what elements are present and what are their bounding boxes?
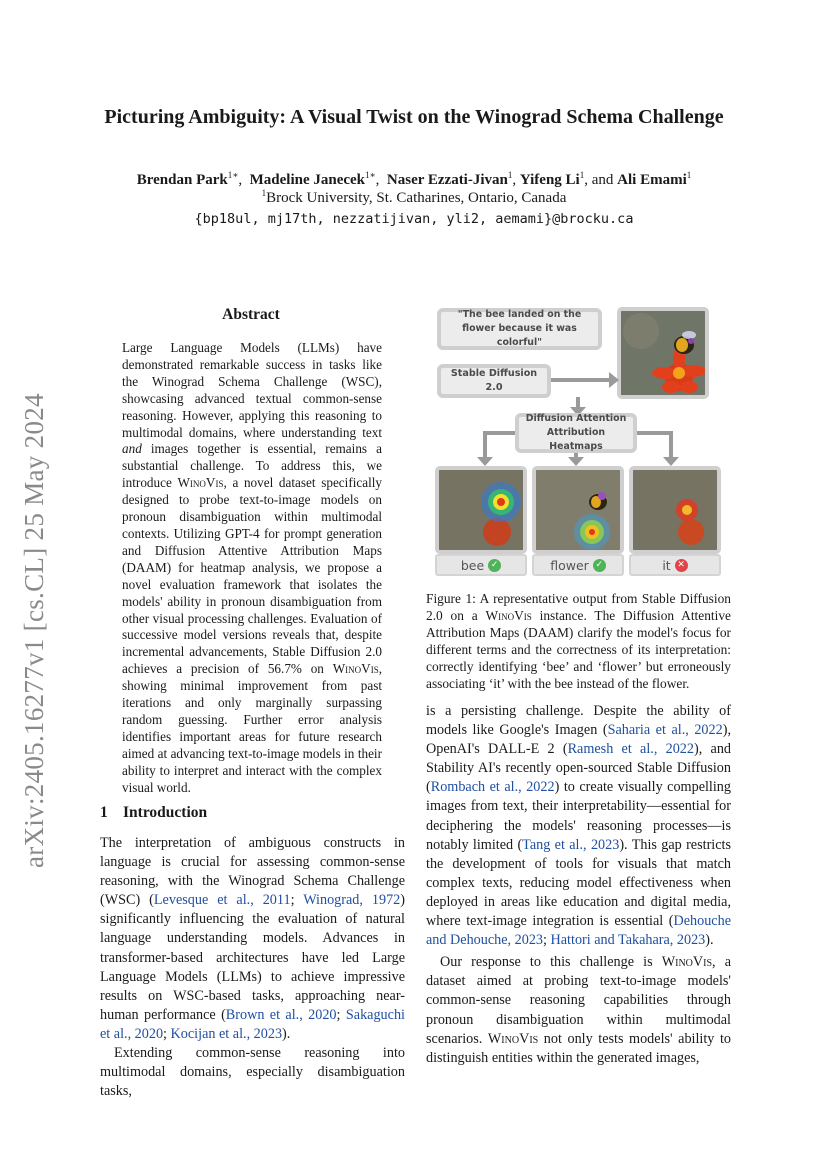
arrow-head-icon xyxy=(477,457,493,466)
heatmap-bee xyxy=(435,466,527,554)
text: ). xyxy=(282,1025,291,1042)
caption-text: instance. The Diffusion Attentive Attribution Maps (DAAM) clarify the model's focus for different terms and the correctness of its interpretation: correctly identifying ‘bee’ and ‘flower’ but erroneously associating ‘it’ with the bee instead of the flower. xyxy=(426,608,731,692)
paragraph xyxy=(426,953,731,1068)
dataset-name: WinoVis xyxy=(485,608,532,624)
section-title: Introduction xyxy=(123,804,208,821)
heatmap-illustration xyxy=(439,470,523,550)
affiliation-mark: 1 xyxy=(261,188,267,198)
heatmap-illustration xyxy=(633,470,717,550)
arrow-head-icon xyxy=(568,457,584,466)
label-text: bee xyxy=(460,557,485,573)
introduction-body xyxy=(100,834,405,1101)
prompt-text: "The bee landed on the flower because it was colorful" xyxy=(457,309,582,348)
author-affil-mark: 1∗ xyxy=(365,170,376,180)
heatmap-illustration xyxy=(536,470,620,550)
label-flower xyxy=(532,554,624,576)
arrow-head-icon xyxy=(663,457,679,466)
author-name: Ali Emami xyxy=(617,172,687,188)
arrow-branch-right xyxy=(637,431,673,435)
author-name: Yifeng Li xyxy=(519,172,580,188)
prompt-box xyxy=(437,308,602,350)
paragraph xyxy=(426,702,731,950)
text: ; xyxy=(336,1006,346,1023)
daam-label: Diffusion Attention Attribution Heatmaps xyxy=(525,413,627,452)
check-icon: ✓ xyxy=(488,559,501,572)
daam-box xyxy=(515,413,637,453)
text: ; xyxy=(543,932,551,949)
citation-link[interactable]: Saharia et al., 2022 xyxy=(607,722,723,739)
text: ; xyxy=(163,1025,171,1042)
author-affil-mark: 1∗ xyxy=(227,170,239,180)
arrow-head-icon xyxy=(609,372,619,388)
citation-link[interactable]: Sakaguchi et al., 2020 xyxy=(100,1006,405,1042)
abstract-emphasis: and xyxy=(122,441,142,457)
text: ), OpenAI's DALL-E 2 ( xyxy=(426,722,731,758)
paragraph: Extending common-sense reasoning into multimodal domains, especially disambiguation tasks, xyxy=(100,1045,405,1100)
check-icon: ✓ xyxy=(593,559,606,572)
arrow-branch-left xyxy=(483,431,515,435)
right-column-body xyxy=(426,702,731,1068)
text: Our response to this challenge is xyxy=(440,954,653,971)
paper-title: Picturing Ambiguity: A Visual Twist on the Winograd Schema Challenge xyxy=(104,106,724,128)
author-name: Naser Ezzati-Jivan xyxy=(386,172,508,188)
bee-flower-illustration xyxy=(621,311,705,395)
caption-text: Figure 1: A representative output from Stable Diffusion 2.0 on a xyxy=(426,591,731,624)
citation-link[interactable]: Levesque et al., 2011 xyxy=(153,892,291,909)
text: ; xyxy=(290,892,304,909)
authors-conjunction: and xyxy=(591,172,614,188)
arrow-branch-right xyxy=(669,431,673,459)
abstract-text: images together is essential, remains a substantial challenge. To address this, we introduce xyxy=(122,441,382,491)
heatmap-flower xyxy=(532,466,624,554)
label-it xyxy=(629,554,721,576)
author-name: Madeline Janecek xyxy=(249,172,366,188)
text: ). This gap restricts the development of tools for visuals that match complex texts, reducing model effectiveness when deployed in areas like education and digital media, where text-image integration is essential ( xyxy=(426,836,731,930)
paragraph xyxy=(100,834,405,1044)
abstract-heading: Abstract xyxy=(222,306,280,323)
section-heading-introduction xyxy=(100,804,207,822)
citation-link[interactable]: Hattori and Takahara, 2023 xyxy=(550,932,706,949)
arxiv-identifier: arXiv:2405.16277v1 [cs.CL] 25 May 2024 xyxy=(19,393,49,868)
arrow-branch-left xyxy=(483,431,487,459)
cross-icon: ✕ xyxy=(675,559,688,572)
affiliation xyxy=(0,190,828,207)
model-name: Stable Diffusion 2.0 xyxy=(450,368,538,393)
dataset-name: WinoVis xyxy=(177,475,224,491)
generated-image xyxy=(617,307,709,399)
affiliation-text: Brock University, St. Catharines, Ontario, Canada xyxy=(266,190,567,206)
author-affil-mark: 1 xyxy=(686,170,692,180)
citation-link[interactable]: Brown et al., 2020 xyxy=(225,1006,337,1023)
section-number: 1 xyxy=(100,804,108,821)
dataset-name: WinoVis xyxy=(661,954,713,971)
label-text: flower xyxy=(550,557,589,573)
citation-link[interactable]: Tang et al., 2023 xyxy=(522,836,620,853)
citation-link[interactable]: Rombach et al., 2022 xyxy=(430,779,555,796)
figure-1 xyxy=(425,303,735,583)
text: is a persisting challenge. Despite the ability of models like Google's Imagen ( xyxy=(426,703,731,739)
text: ) significantly influencing the evaluation of natural language understanding models. Advances in transformer-based architectures have led Large Language Models (LLMs) to achieve impressive results on WSC-based tasks, approaching near-human performance ( xyxy=(100,892,405,1023)
arrow-to-image xyxy=(551,378,611,382)
citation-link[interactable]: Ramesh et al., 2022 xyxy=(567,741,694,758)
author-list: Brendan Park$^{1∗}$, Madeline Janecek$^{1∗}$, Naser Ezzati-Jivan$^1$, Yifeng Li$^1$, and Ali Emami$^1$ xyxy=(136,170,692,188)
text: ). xyxy=(705,932,714,949)
dataset-name: WinoVis xyxy=(332,661,379,677)
citation-link[interactable]: Kocijan et al., 2023 xyxy=(170,1025,283,1042)
abstract-text: , showing minimal improvement from past iterations and only marginally surpassing random guessing. Further error analysis identifies important areas for future research aimed at advancing text-to-image models in their ability to interpret and interact with the complex visual world. xyxy=(122,661,383,795)
text: not only tests models' ability to distinguish entities within the generated images, xyxy=(426,1030,731,1066)
text: The interpretation of ambiguous constructs in language is crucial for assessing common-sense reasoning, with the Winograd Schema Challenge (WSC) ( xyxy=(100,835,405,909)
text: ) to create visually compelling images from text, their interpretability—essential for deciphering the models' reasoning processes—is notably limited ( xyxy=(426,779,731,853)
model-box xyxy=(437,364,551,398)
text: , a dataset aimed at probing text-to-image models' common-sense reasoning capabilities through pronoun disambiguation within multimodal scenarios. xyxy=(426,954,731,1047)
figure-caption xyxy=(426,590,731,693)
label-text: it xyxy=(662,557,671,573)
author-name: Brendan Park xyxy=(136,172,228,188)
citation-link[interactable]: Dehouche and Dehouche, 2023 xyxy=(426,913,731,949)
author-affil-mark: 1 xyxy=(579,170,585,180)
dataset-name: WinoVis xyxy=(487,1030,539,1047)
label-bee xyxy=(435,554,527,576)
author-emails: {bp18ul, mj17th, nezzatijivan, yli2, aemami}@brocku.ca xyxy=(194,211,634,227)
text: ), and Stability AI's recently open-sourced Stable Diffusion ( xyxy=(426,741,732,796)
heatmap-it xyxy=(629,466,721,554)
abstract-text: Large Language Models (LLMs) have demonstrated remarkable success in tasks like the Winograd Schema Challenge (WSC), showcasing advanced textual common-sense reasoning. However, applying this reasoning to multimodal domains, where understanding text xyxy=(122,340,382,440)
abstract-body xyxy=(122,340,382,796)
author-affil-mark: 1 xyxy=(507,170,513,180)
citation-link[interactable]: Winograd, 1972 xyxy=(303,892,401,909)
abstract-text: , a novel dataset specifically designed to probe text-to-image models on pronoun disambiguation within multimodal contexts. Utilizing GPT-4 for prompt generation and Diffusion Attentive Attribution Maps (DAAM) for heatmap analysis, we propose a novel evaluation framework that isolates the models' ability in pronoun disambiguation from other visual processing challenges. Evaluation of successive model versions reveals that, despite incremental advancements, Stable Diffusion 2.0 achieves a precision of 56.7% on xyxy=(122,475,382,677)
